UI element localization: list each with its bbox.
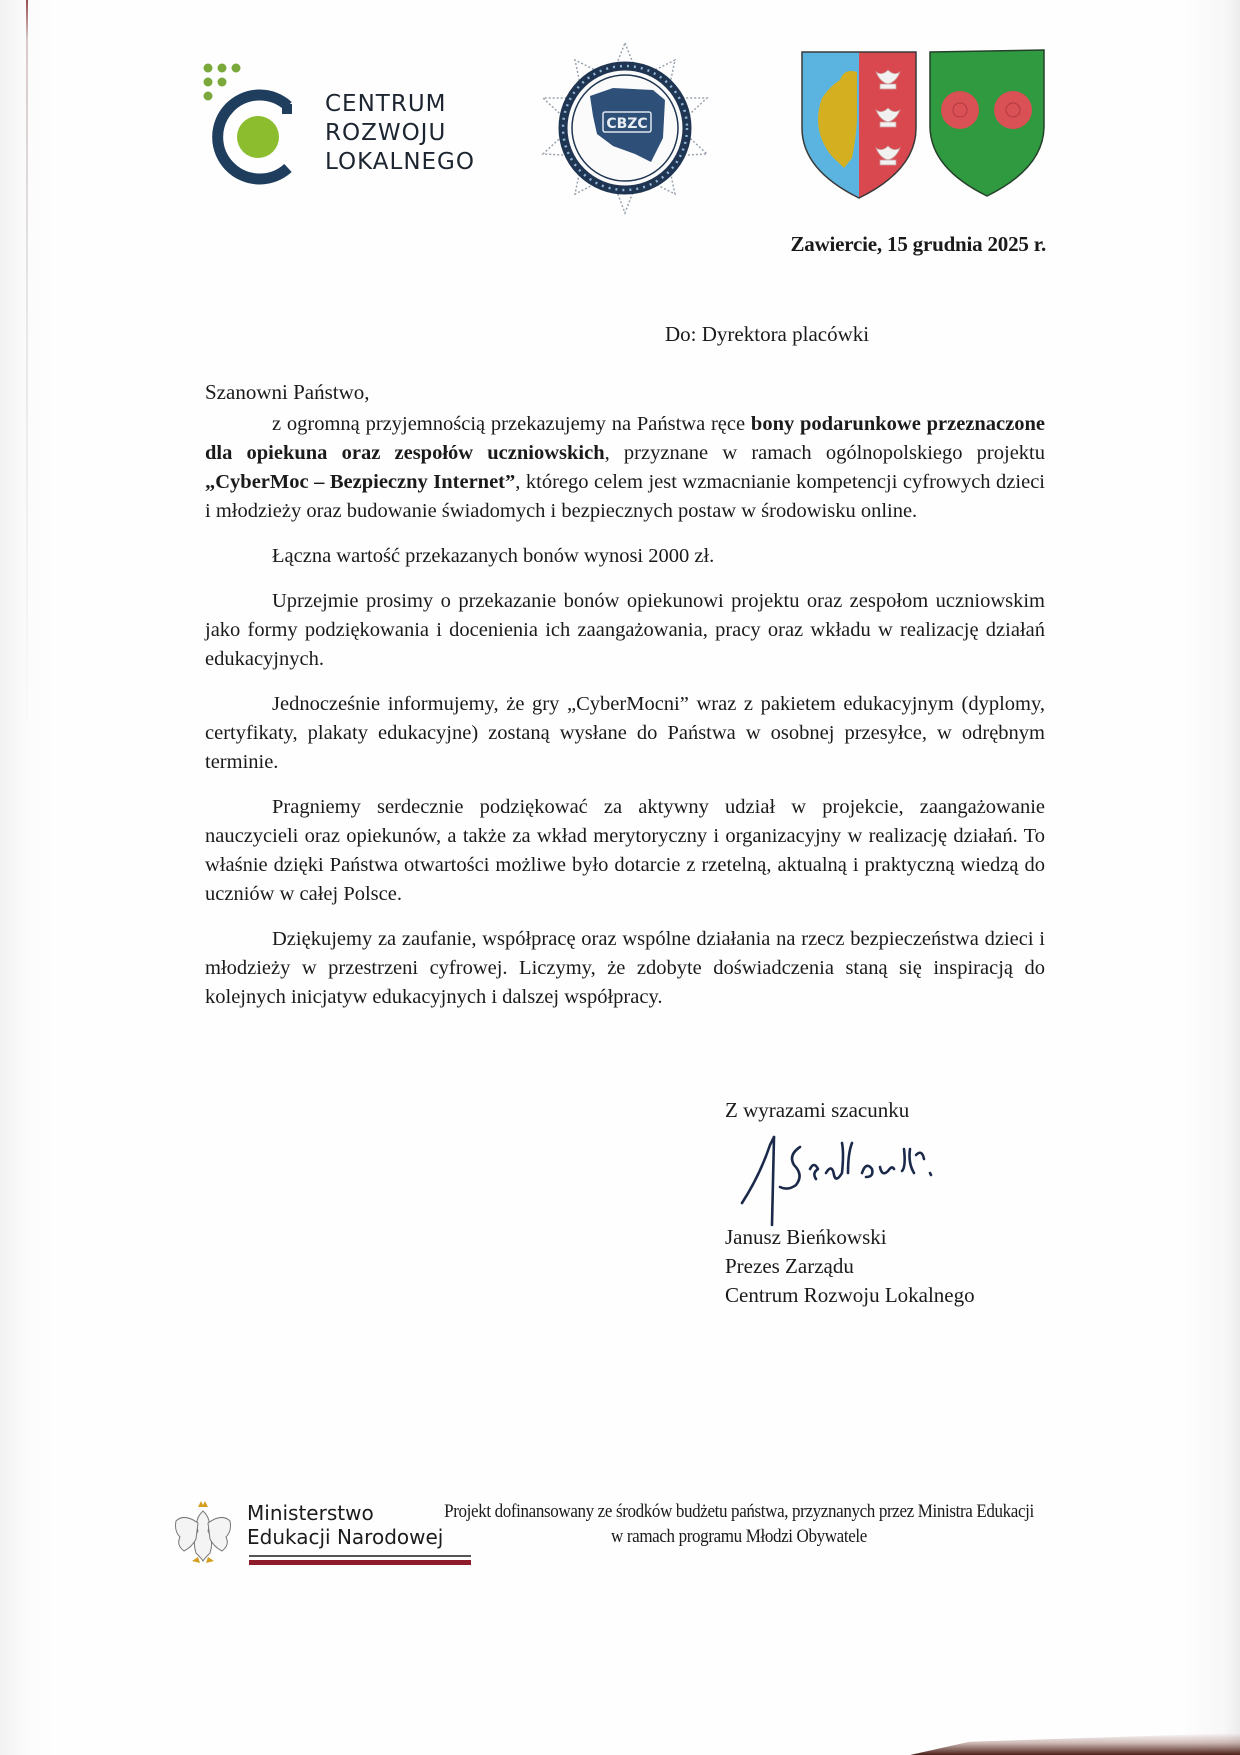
letter-body — [205, 410, 1045, 1028]
paragraph-intro — [205, 410, 1045, 526]
signatory-organization: Centrum Rozwoju Lokalnego — [725, 1283, 975, 1307]
letter-date: Zawiercie, 15 grudnia 2025 r. — [790, 232, 1046, 256]
cbzc-badge-icon — [535, 38, 715, 218]
signatory-block — [725, 1223, 975, 1310]
intro-end-text: , którego celem jest wzmacnianie kompetencji cyfrowych dzieci i młodzieży oraz budowanie świadomych i bezpiecznych postaw w środowisku online. — [205, 471, 1045, 522]
handwritten-signature-icon — [730, 1125, 960, 1230]
paragraph-closing: Dziękujemy za zaufanie, współpracę oraz wspólne działania na rzecz bezpieczeństwa dzieci i młodzieży w przestrzeni cyfrowej. Liczymy, że zdobyte doświadczenia staną się inspiracją do kolejnych inicjatyw edukacyjnych i dalszej współpracy. — [205, 928, 1045, 1008]
zawiercie-coat-of-arms-icon — [800, 50, 918, 200]
ministry-line-1: Ministerstwo — [247, 1501, 374, 1525]
gmina-coat-of-arms-icon — [928, 48, 1046, 198]
crl-line-3: LOKALNEGO — [325, 149, 475, 175]
intro-mid-text: , przyznane w ramach ogólnopolskiego projektu — [604, 442, 1045, 464]
crl-line-2: ROZWOJU — [325, 120, 447, 146]
ministry-rule-red — [249, 1560, 471, 1565]
crl-line-1: CENTRUM — [325, 91, 447, 117]
svg-text:CBZC: CBZC — [606, 116, 648, 132]
ministry-of-education-logo — [172, 1497, 472, 1582]
ministry-name — [247, 1501, 443, 1549]
ministry-rule-grey — [249, 1555, 471, 1557]
paragraph-games-info: Jednocześnie informujemy, że gry „CyberMocni” wraz z pakietem edukacyjnym (dyplomy, certyfikaty, plakaty edukacyjne) zostaną wysłane do Państwa w osobnej przesyłce, w odrębnym terminie. — [205, 693, 1045, 773]
page-edge — [26, 0, 28, 760]
funding-note — [440, 1500, 1038, 1550]
paragraph-request: Uprzejmie prosimy o przekazanie bonów opiekunowi projektu oraz zespołom uczniowskim jako formy podziękowania i docenienia ich zaangażowania, pracy oraz wkładu w realizację działań edukacyjnych. — [205, 590, 1045, 670]
funding-line-2: w ramach programu Młodzi Obywatele — [611, 1527, 867, 1547]
project-name: „CyberMoc – Bezpieczny Internet” — [205, 471, 516, 493]
letter-recipient: Do: Dyrektora placówki — [665, 322, 870, 346]
intro-text: z ogromną przyjemnością przekazujemy na Państwa ręce — [272, 413, 751, 435]
ministry-line-2: Edukacji Narodowej — [247, 1525, 444, 1549]
white-eagle-emblem-icon — [172, 1497, 234, 1569]
page-corner-shadow — [910, 1733, 1240, 1755]
signatory-name: Janusz Bieńkowski — [725, 1225, 887, 1249]
paragraph-voucher-value: Łączna wartość przekazanych bonów wynosi 2000 zł. — [272, 545, 715, 567]
crl-wordmark — [325, 90, 475, 177]
letter-greeting: Szanowni Państwo, — [205, 380, 370, 404]
closing-phrase: Z wyrazami szacunku — [725, 1098, 910, 1122]
bold-vouchers-text: bony podarunkowe przeznaczone dla opiekuna oraz zespołów uczniowskich — [205, 413, 1045, 464]
centrum-rozwoju-lokalnego-logo — [200, 62, 490, 192]
paragraph-thanks: Pragniemy serdecznie podziękować za aktywny udział w projekcie, zaangażowanie nauczycieli oraz opiekunów, a także za wkład merytoryczny i organizacyjny w realizację działań. To właśnie dzięki Państwa otwartości możliwe było dotarcie z rzetelną, aktualną i praktyczną wiedzą do uczniów w całej Polsce. — [205, 796, 1045, 905]
signatory-title: Prezes Zarządu — [725, 1254, 854, 1278]
crl-ring-icon — [200, 62, 310, 192]
funding-line-1: Projekt dofinansowany ze środków budżetu państwa, przyznanych przez Ministra Edukacji — [444, 1502, 1034, 1522]
